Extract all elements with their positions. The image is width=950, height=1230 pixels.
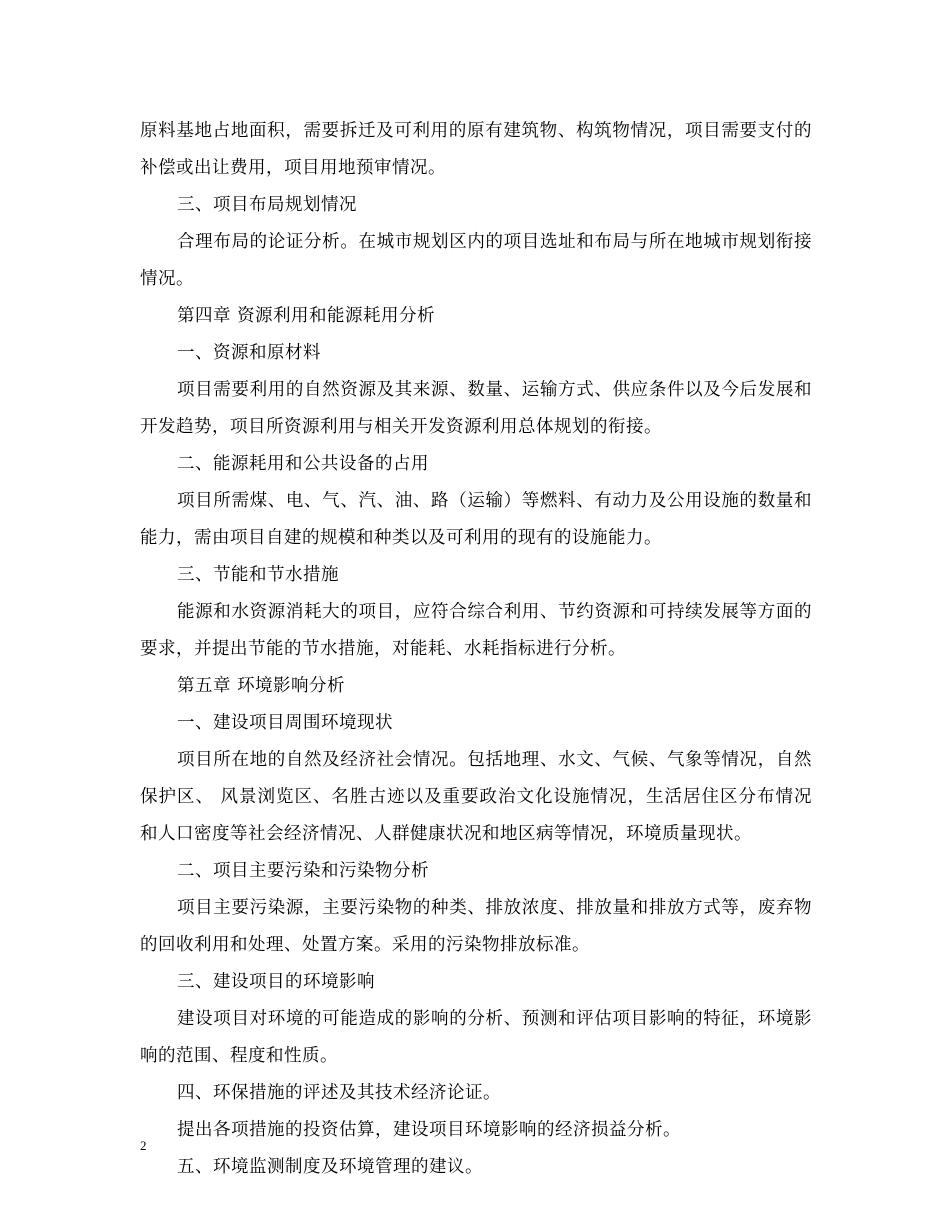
page-number: 2 [140,1138,147,1153]
paragraph: 建设项目对环境的可能造成的影响的分析、预测和评估项目影响的特征，环境影响的范围、程度和性质。 [140,1009,812,1066]
section-heading: 二、能源耗用和公共设备的占用 [177,454,429,474]
section-heading: 五、环境监测制度及环境管理的建议。 [177,1157,483,1177]
chapter-heading: 第四章 资源利用和能源耗用分析 [177,306,436,326]
document-body [140,113,812,1186]
chapter-heading: 第五章 环境影响分析 [177,676,346,696]
section-heading: 四、环保措施的评述及其技术经济论证。 [177,1083,501,1103]
paragraph: 合理布局的论证分析。在城市规划区内的项目选址和布局与所在地城市规划衔接情况。 [140,232,812,289]
paragraph: 项目所在地的自然及经济社会情况。包括地理、水文、气候、气象等情况，自然保护区、 风景浏览区、名胜古迹以及重要政治文化设施情况，生活居住区分布情况和人口密度等社会经济情况、人群健康状况和地区病等情况，环境质量现状。 [140,750,812,844]
section-heading: 一、资源和原材料 [177,343,321,363]
paragraph: 项目主要污染源，主要污染物的种类、排放浓度、排放量和排放方式等，废弃物的回收利用和处理、处置方案。采用的污染物排放标准。 [140,898,812,955]
section-heading: 二、项目主要污染和污染物分析 [177,861,429,881]
paragraph: 项目需要利用的自然资源及其来源、数量、运输方式、供应条件以及今后发展和开发趋势，项目所资源利用与相关开发资源利用总体规划的衔接。 [140,380,812,437]
paragraph: 提出各项措施的投资估算，建设项目环境影响的经济损益分析。 [177,1120,681,1140]
paragraph: 原料基地占地面积，需要拆迁及可利用的原有建筑物、构筑物情况，项目需要支付的补偿或出让费用，项目用地预审情况。 [140,121,812,178]
section-heading: 三、建设项目的环境影响 [177,972,375,992]
section-heading: 三、节能和节水措施 [177,565,339,585]
section-heading: 一、建设项目周围环境现状 [177,713,393,733]
paragraph: 能源和水资源消耗大的项目，应符合综合利用、节约资源和可持续发展等方面的要求，并提出节能的节水措施，对能耗、水耗指标进行分析。 [140,602,812,659]
paragraph: 项目所需煤、电、气、汽、油、路（运输）等燃料、有动力及公用设施的数量和能力，需由项目自建的规模和种类以及可利用的现有的设施能力。 [140,491,812,548]
section-heading: 三、项目布局规划情况 [177,195,357,215]
